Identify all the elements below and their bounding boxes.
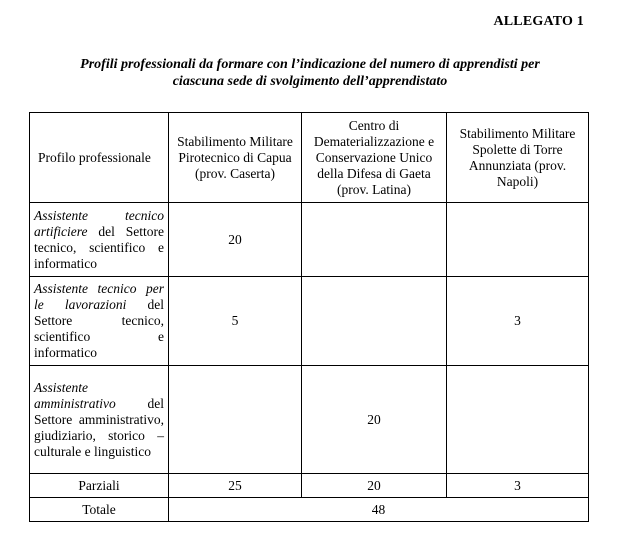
table-header-row — [30, 113, 589, 203]
header-profilo: Profilo professionale — [30, 113, 169, 203]
table-row — [30, 277, 589, 366]
count-gaeta: 20 — [302, 366, 447, 474]
header-capua: Stabilimento Militare Pirotecnico di Capua (prov. Caserta) — [169, 113, 302, 203]
count-torre — [447, 366, 589, 474]
profiles-table — [29, 112, 589, 522]
profile-sector: del Settore amministrativo, giudiziario, storico – culturale e linguistico — [34, 395, 164, 459]
partial-torre: 3 — [447, 474, 589, 498]
count-gaeta — [302, 277, 447, 366]
profile-name: Assistente amministrativo — [34, 379, 116, 411]
total-row — [30, 498, 589, 522]
partial-gaeta: 20 — [302, 474, 447, 498]
count-capua — [169, 366, 302, 474]
count-capua: 5 — [169, 277, 302, 366]
profile-cell — [30, 366, 169, 474]
table-row — [30, 366, 589, 474]
profile-cell — [30, 277, 169, 366]
partials-label: Parziali — [30, 474, 169, 498]
header-gaeta: Centro di Dematerializzazione e Conservazione Unico della Difesa di Gaeta (prov. Latina) — [302, 113, 447, 203]
partials-row — [30, 474, 589, 498]
header-torre: Stabilimento Militare Spolette di Torre Annunziata (prov. Napoli) — [447, 113, 589, 203]
total-label: Totale — [30, 498, 169, 522]
count-torre — [447, 203, 589, 277]
annex-label: ALLEGATO 1 — [493, 14, 584, 29]
count-torre: 3 — [447, 277, 589, 366]
profile-sector: del Settore tecnico, scientifico e informatico — [34, 297, 164, 360]
table-row — [30, 203, 589, 277]
count-gaeta — [302, 203, 447, 277]
profile-name: Assistente tecnico per le lavorazioni — [34, 281, 164, 312]
title-line-2: ciascuna sede di svolgimento dell’apprendistato — [172, 74, 448, 89]
profile-cell — [30, 203, 169, 277]
profile-sector: del Settore tecnico, scientifico e informatico — [34, 223, 164, 271]
count-capua: 20 — [169, 203, 302, 277]
document-title — [30, 56, 590, 90]
profile-name: Assistente tecnico artificiere — [34, 207, 164, 239]
total-value: 48 — [169, 498, 589, 522]
partial-capua: 25 — [169, 474, 302, 498]
title-line-1: Profili professionali da formare con l’indicazione del numero di apprendisti per — [80, 57, 540, 72]
